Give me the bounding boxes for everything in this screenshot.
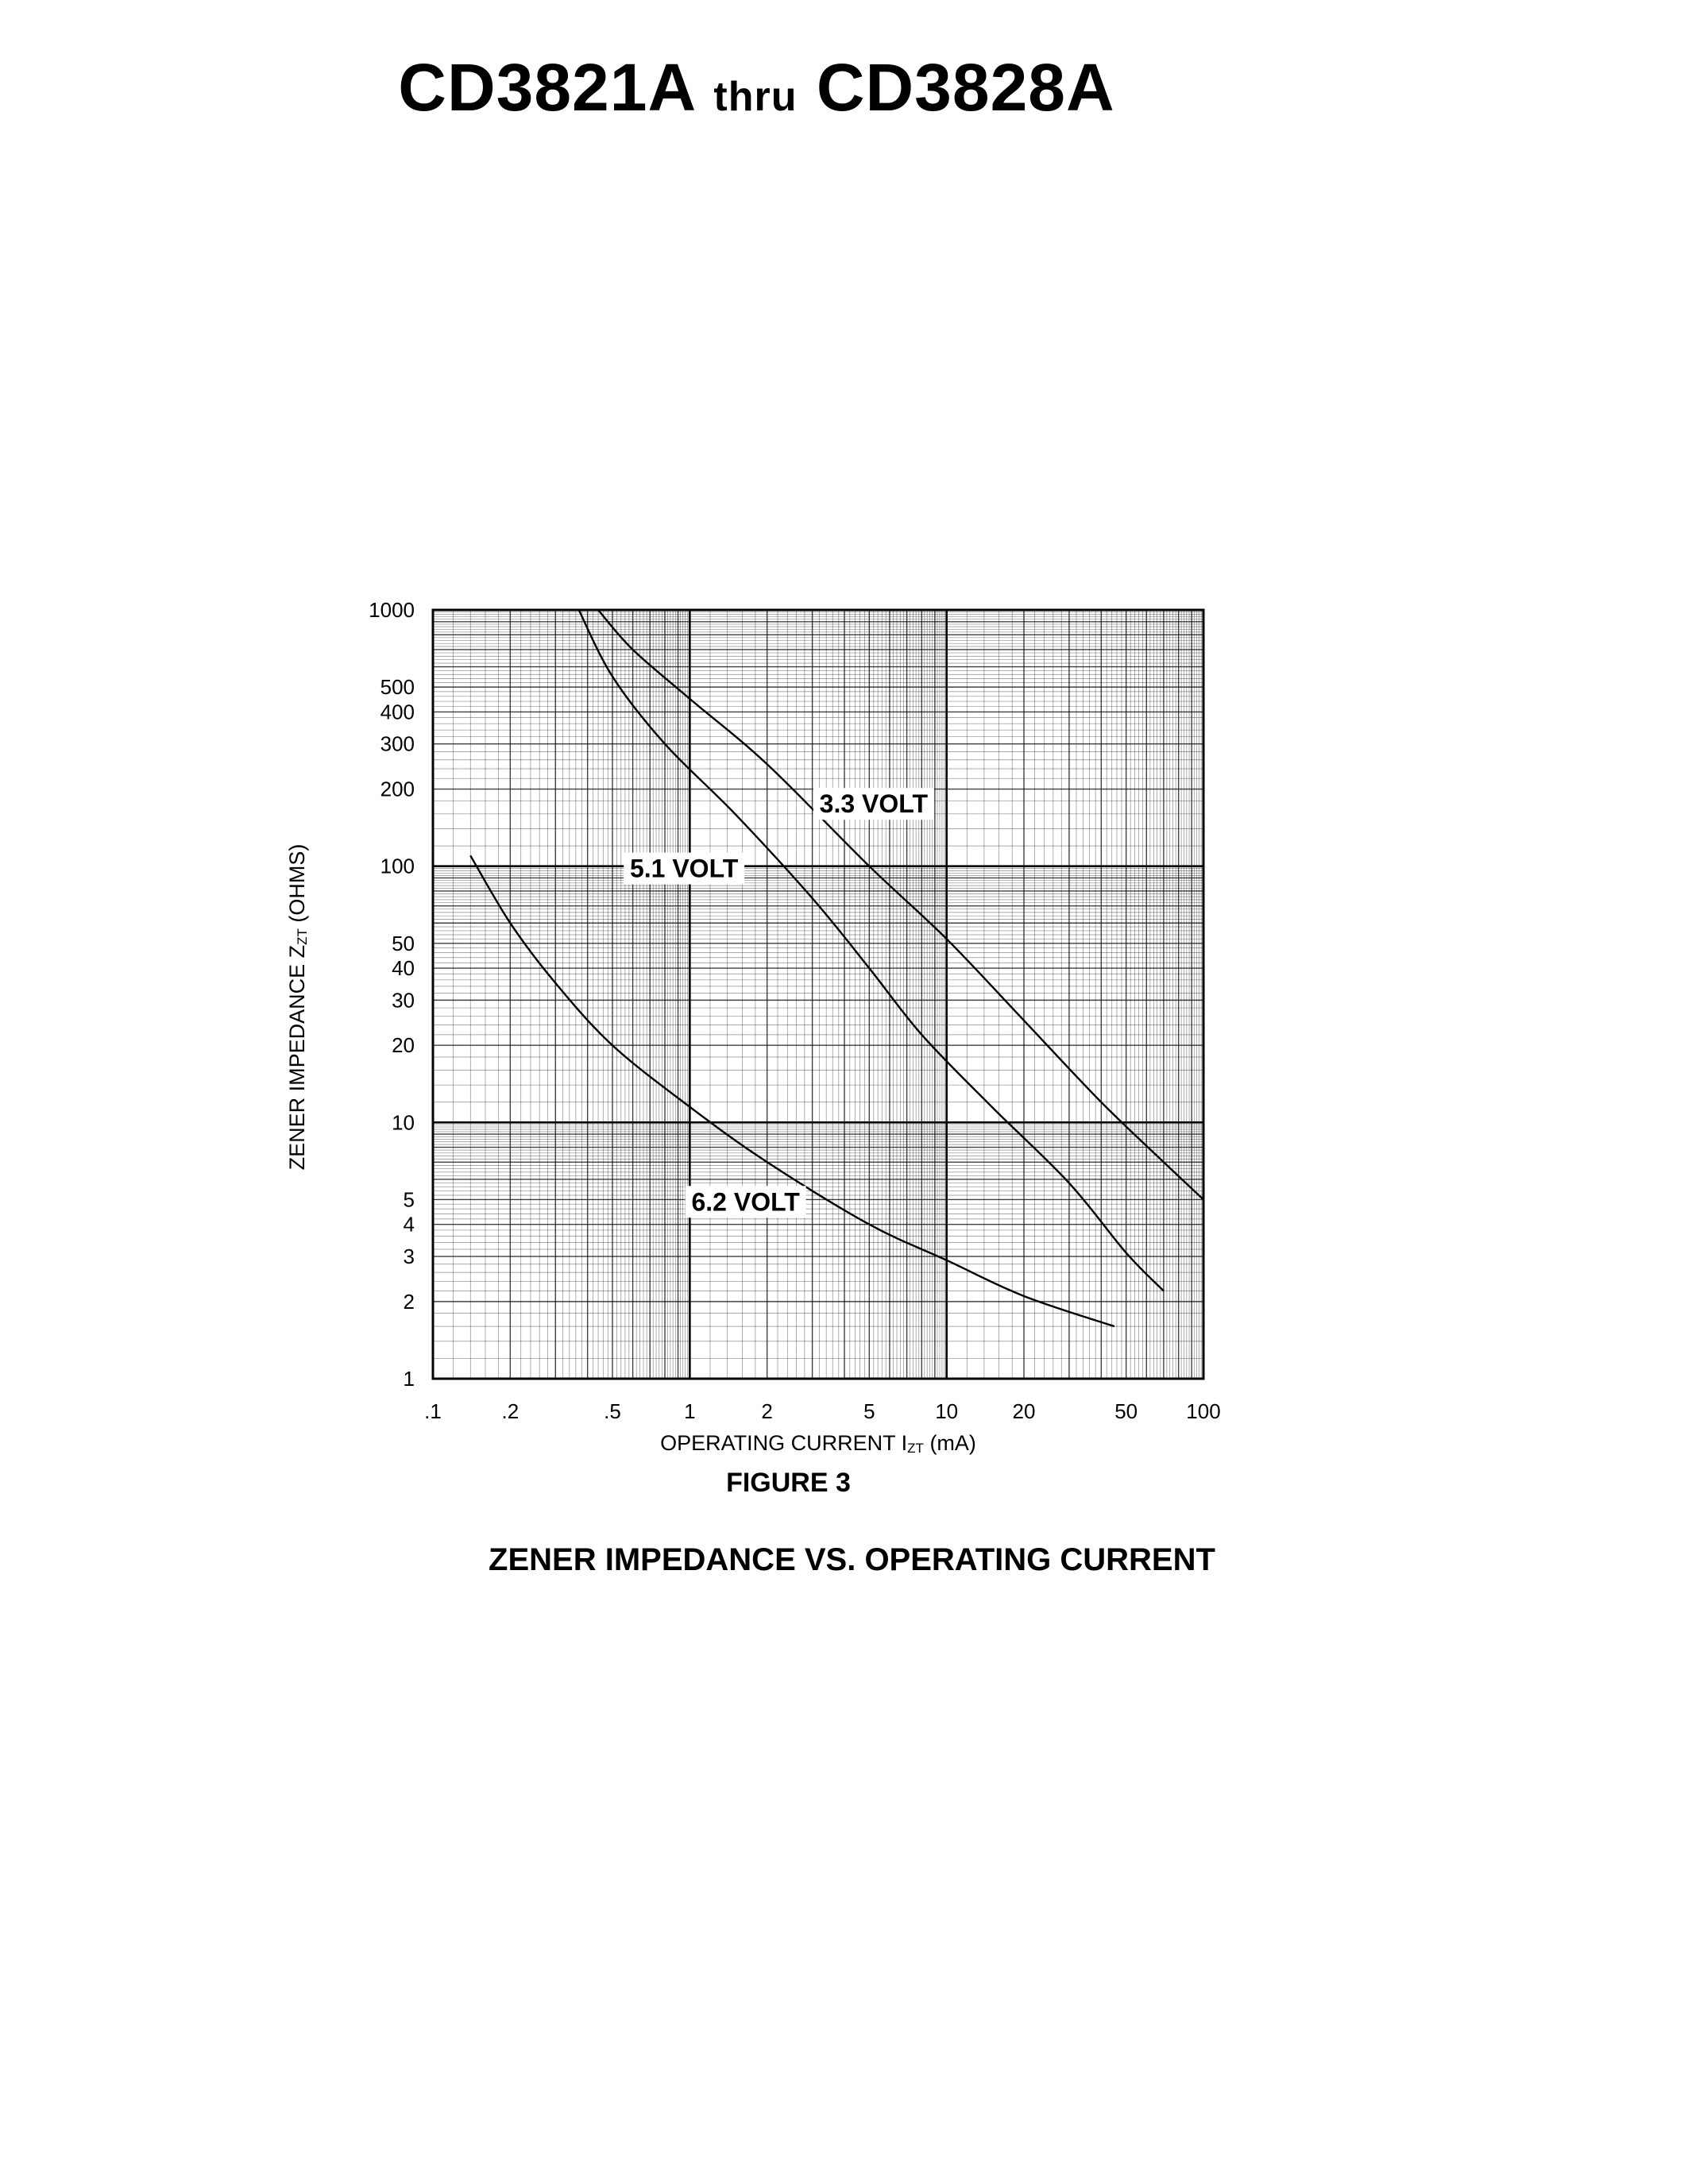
title-part-thru: thru	[713, 74, 798, 120]
y-tick-label: 50	[392, 931, 415, 955]
y-tick-label: 30	[392, 988, 415, 1013]
title-part-end: CD3828A	[816, 50, 1115, 125]
y-tick-label: 4	[403, 1212, 415, 1237]
y-axis-unit: (OHMS)	[285, 843, 309, 923]
x-tick-label: .2	[501, 1399, 520, 1423]
y-tick-label: 1	[403, 1367, 415, 1391]
x-axis-title	[660, 1431, 976, 1456]
y-axis-symbol: Z	[285, 944, 309, 959]
y-tick-label: 1000	[369, 598, 415, 622]
x-axis-label: OPERATING CURRENT	[660, 1431, 896, 1455]
y-tick-label: 300	[380, 731, 415, 756]
y-tick-label: 100	[380, 854, 415, 878]
x-tick-label: 2	[761, 1399, 773, 1423]
x-tick-label: .1	[424, 1399, 442, 1423]
y-tick-label: 400	[380, 700, 415, 724]
y-tick-label: 40	[392, 956, 415, 981]
y-tick-label: 5	[403, 1187, 415, 1212]
x-tick-label: 100	[1186, 1399, 1221, 1423]
y-tick-label: 3	[403, 1244, 415, 1269]
y-axis-title	[285, 844, 310, 1171]
x-axis-unit: (mA)	[929, 1431, 976, 1455]
x-axis-symbol: I	[901, 1431, 908, 1455]
y-tick-label: 200	[380, 777, 415, 801]
y-axis-label: ZENER IMPEDANCE	[285, 963, 309, 1171]
x-tick-label: 20	[1012, 1399, 1036, 1423]
chart-grid	[433, 610, 1203, 1379]
y-axis-subscript: ZT	[295, 928, 310, 945]
y-tick-label: 20	[392, 1033, 415, 1058]
x-tick-label: 10	[935, 1399, 959, 1423]
series-label-2: 5.1 VOLT	[629, 854, 739, 883]
x-tick-label: 1	[684, 1399, 696, 1423]
series-label-3: 6.2 VOLT	[691, 1187, 800, 1217]
x-tick-label: .5	[604, 1399, 621, 1423]
tick-labels	[369, 598, 1221, 1423]
x-tick-label: 5	[863, 1399, 875, 1423]
y-tick-label: 500	[380, 675, 415, 700]
figure-caption: ZENER IMPEDANCE VS. OPERATING CURRENT	[489, 1542, 1215, 1577]
y-tick-label: 2	[403, 1289, 415, 1314]
series-label-1: 3.3 VOLT	[819, 789, 929, 819]
y-tick-label: 10	[392, 1110, 415, 1135]
plot-frame	[433, 610, 1203, 1379]
figure-label: FIGURE 3	[726, 1468, 851, 1498]
x-tick-label: 50	[1114, 1399, 1138, 1423]
title-part-start: CD3821A	[398, 50, 695, 125]
x-axis-subscript: ZT	[907, 1441, 924, 1456]
series-line-3	[470, 855, 1114, 1326]
